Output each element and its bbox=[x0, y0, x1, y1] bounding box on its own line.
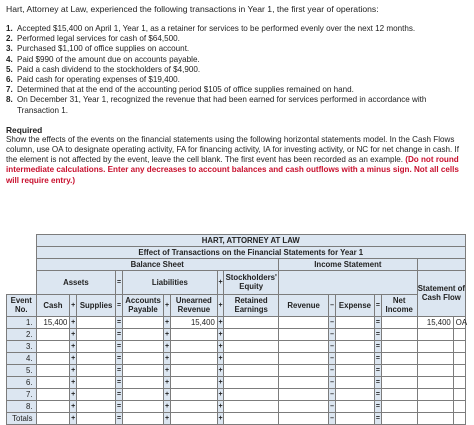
horizontal-statements-model bbox=[6, 234, 466, 425]
problem-text bbox=[6, 4, 470, 186]
table-row bbox=[7, 329, 466, 341]
statement-cash-flow-header: Statement of Cash Flow bbox=[417, 271, 465, 317]
event-number: 1. bbox=[7, 317, 37, 329]
net-income-cell[interactable] bbox=[381, 353, 417, 365]
net-income-header: Net Income bbox=[381, 295, 417, 317]
supplies-cell[interactable] bbox=[76, 365, 115, 377]
minus-sign: – bbox=[329, 377, 336, 389]
transaction-text: Paid $990 of the amount due on accounts payable. bbox=[17, 54, 200, 64]
required-note: (Do not round intermediate calculations. Enter any decreases to account balances and cash outflows with a minus sign. Not all cells will require entry.) bbox=[6, 155, 459, 185]
unearned-revenue-cell[interactable] bbox=[170, 413, 217, 425]
equals-sign: = bbox=[116, 329, 123, 341]
plus-sign: + bbox=[217, 271, 224, 295]
plus-sign: + bbox=[70, 389, 77, 401]
cash-flow-amount-cell[interactable] bbox=[417, 377, 453, 389]
minus-sign: – bbox=[329, 329, 336, 341]
transaction-text: Paid a cash dividend to the stockholders of $4,900. bbox=[17, 64, 201, 74]
event-number: Totals bbox=[7, 413, 37, 425]
transaction-item bbox=[6, 24, 470, 34]
table-row bbox=[7, 341, 466, 353]
unearned-revenue-cell[interactable] bbox=[170, 341, 217, 353]
table-row bbox=[7, 365, 466, 377]
cash-flow-type-cell[interactable] bbox=[453, 341, 465, 353]
transaction-text: Purchased $1,100 of office supplies on account. bbox=[17, 44, 190, 54]
plus-sign: + bbox=[70, 353, 77, 365]
plus-sign: + bbox=[70, 365, 77, 377]
transaction-item bbox=[6, 65, 470, 75]
blank-header bbox=[417, 259, 465, 271]
equals-sign: = bbox=[116, 353, 123, 365]
plus-sign: + bbox=[164, 295, 171, 317]
corner-blank bbox=[7, 271, 37, 295]
supplies-cell[interactable] bbox=[76, 353, 115, 365]
cash-flow-amount-cell[interactable]: 15,400 bbox=[417, 317, 453, 329]
unearned-revenue-cell[interactable] bbox=[170, 401, 217, 413]
cash-flow-type-cell[interactable] bbox=[453, 401, 465, 413]
transaction-number: 8. bbox=[6, 95, 13, 105]
accounts-payable-cell[interactable] bbox=[122, 377, 164, 389]
revenue-cell[interactable] bbox=[279, 341, 329, 353]
equals-sign: = bbox=[375, 389, 382, 401]
event-number: 3. bbox=[7, 341, 37, 353]
plus-sign: + bbox=[70, 401, 77, 413]
plus-sign: + bbox=[217, 329, 224, 341]
accounts-payable-cell[interactable] bbox=[122, 353, 164, 365]
revenue-cell[interactable] bbox=[279, 365, 329, 377]
minus-sign: – bbox=[329, 413, 336, 425]
plus-sign: + bbox=[217, 341, 224, 353]
revenue-cell[interactable] bbox=[279, 329, 329, 341]
income-statement-top-blank bbox=[279, 271, 418, 295]
retained-earnings-header: Retained Earnings bbox=[224, 295, 279, 317]
accounts-payable-cell[interactable] bbox=[122, 317, 164, 329]
cash-cell[interactable] bbox=[36, 377, 70, 389]
retained-earnings-cell[interactable] bbox=[224, 353, 279, 365]
table-row bbox=[7, 353, 466, 365]
plus-sign: + bbox=[164, 317, 171, 329]
cash-cell[interactable] bbox=[36, 365, 70, 377]
unearned-revenue-cell[interactable] bbox=[170, 329, 217, 341]
transaction-number: 1. bbox=[6, 24, 13, 33]
equals-sign: = bbox=[375, 401, 382, 413]
equals-sign: = bbox=[116, 271, 123, 295]
plus-sign: + bbox=[217, 295, 224, 317]
unearned-revenue-cell[interactable]: 15,400 bbox=[170, 317, 217, 329]
transaction-text: Accepted $15,400 on April 1, Year 1, as a retainer for services to be performed evenly over the next 12 months. bbox=[17, 24, 416, 33]
equals-sign: = bbox=[116, 365, 123, 377]
expense-cell[interactable] bbox=[335, 365, 374, 377]
cash-cell[interactable] bbox=[36, 353, 70, 365]
retained-earnings-cell[interactable] bbox=[224, 401, 279, 413]
equals-sign: = bbox=[375, 377, 382, 389]
minus-sign: – bbox=[329, 389, 336, 401]
expense-cell[interactable] bbox=[335, 401, 374, 413]
event-number: 8. bbox=[7, 401, 37, 413]
minus-sign: – bbox=[329, 341, 336, 353]
cash-flow-amount-cell[interactable] bbox=[417, 365, 453, 377]
minus-sign: – bbox=[329, 401, 336, 413]
plus-sign: + bbox=[217, 365, 224, 377]
equals-sign: = bbox=[375, 329, 382, 341]
net-income-cell[interactable] bbox=[381, 377, 417, 389]
equals-sign: = bbox=[375, 365, 382, 377]
corner-blank bbox=[7, 259, 37, 271]
retained-earnings-cell[interactable] bbox=[224, 341, 279, 353]
transaction-text: Performed legal services for cash of $64,500. bbox=[17, 34, 180, 44]
revenue-cell[interactable] bbox=[279, 413, 329, 425]
liabilities-header: Liabilities bbox=[122, 271, 217, 295]
plus-sign: + bbox=[217, 317, 224, 329]
equals-sign: = bbox=[116, 389, 123, 401]
net-income-cell[interactable] bbox=[381, 317, 417, 329]
cash-flow-amount-cell[interactable] bbox=[417, 329, 453, 341]
retained-earnings-cell[interactable] bbox=[224, 377, 279, 389]
equals-sign: = bbox=[116, 295, 123, 317]
table-row bbox=[7, 413, 466, 425]
expense-cell[interactable] bbox=[335, 389, 374, 401]
table-title: Effect of Transactions on the Financial Statements for Year 1 bbox=[36, 247, 466, 259]
retained-earnings-cell[interactable] bbox=[224, 329, 279, 341]
plus-sign: + bbox=[164, 329, 171, 341]
event-number: 5. bbox=[7, 365, 37, 377]
unearned-revenue-cell[interactable] bbox=[170, 389, 217, 401]
equals-sign: = bbox=[116, 413, 123, 425]
revenue-cell[interactable] bbox=[279, 317, 329, 329]
equals-sign: = bbox=[375, 295, 382, 317]
revenue-cell[interactable] bbox=[279, 377, 329, 389]
plus-sign: + bbox=[164, 389, 171, 401]
accounts-payable-cell[interactable] bbox=[122, 329, 164, 341]
unearned-revenue-header: Unearned Revenue bbox=[170, 295, 217, 317]
revenue-header: Revenue bbox=[279, 295, 329, 317]
revenue-cell[interactable] bbox=[279, 389, 329, 401]
minus-sign: – bbox=[329, 317, 336, 329]
equals-sign: = bbox=[116, 317, 123, 329]
plus-sign: + bbox=[70, 413, 77, 425]
event-number: 2. bbox=[7, 329, 37, 341]
transaction-number: 5. bbox=[6, 64, 13, 74]
cash-flow-amount-cell[interactable] bbox=[417, 413, 453, 425]
cash-cell[interactable] bbox=[36, 341, 70, 353]
table-row bbox=[7, 317, 466, 329]
supplies-cell[interactable] bbox=[76, 377, 115, 389]
balance-sheet-header: Balance Sheet bbox=[36, 259, 279, 271]
cash-flow-type-cell[interactable] bbox=[453, 353, 465, 365]
corner-blank bbox=[7, 247, 37, 259]
plus-sign: + bbox=[217, 401, 224, 413]
plus-sign: + bbox=[164, 341, 171, 353]
cash-flow-type-cell[interactable] bbox=[453, 389, 465, 401]
stockholders-equity-header: Stockholders' Equity bbox=[224, 271, 279, 295]
net-income-cell[interactable] bbox=[381, 329, 417, 341]
event-number: 6. bbox=[7, 377, 37, 389]
accounts-payable-cell[interactable] bbox=[122, 389, 164, 401]
retained-earnings-cell[interactable] bbox=[224, 389, 279, 401]
accounts-payable-cell[interactable] bbox=[122, 401, 164, 413]
table-row bbox=[7, 377, 466, 389]
transaction-number: 4. bbox=[6, 54, 13, 64]
cash-cell[interactable] bbox=[36, 401, 70, 413]
supplies-cell[interactable] bbox=[76, 401, 115, 413]
retained-earnings-cell[interactable] bbox=[224, 413, 279, 425]
transaction-number: 3. bbox=[6, 44, 13, 54]
net-income-cell[interactable] bbox=[381, 413, 417, 425]
transaction-item bbox=[6, 95, 470, 115]
supplies-cell[interactable] bbox=[76, 317, 115, 329]
unearned-revenue-cell[interactable] bbox=[170, 365, 217, 377]
equals-sign: = bbox=[116, 341, 123, 353]
transaction-list bbox=[6, 24, 470, 116]
transaction-number: 7. bbox=[6, 85, 13, 95]
expense-header: Expense bbox=[335, 295, 374, 317]
cash-cell[interactable] bbox=[36, 413, 70, 425]
plus-sign: + bbox=[217, 413, 224, 425]
cash-flow-amount-cell[interactable] bbox=[417, 341, 453, 353]
plus-sign: + bbox=[70, 341, 77, 353]
supplies-cell[interactable] bbox=[76, 389, 115, 401]
plus-sign: + bbox=[70, 295, 77, 317]
cash-header: Cash bbox=[36, 295, 70, 317]
equals-sign: = bbox=[375, 341, 382, 353]
required-body bbox=[6, 135, 470, 186]
cash-flow-type-cell[interactable] bbox=[453, 413, 465, 425]
transaction-text: Paid cash for operating expenses of $19,400. bbox=[17, 75, 180, 85]
plus-sign: + bbox=[217, 353, 224, 365]
plus-sign: + bbox=[70, 329, 77, 341]
plus-sign: + bbox=[217, 389, 224, 401]
cash-flow-amount-cell[interactable] bbox=[417, 389, 453, 401]
required-instructions: Show the effects of the events on the financial statements using the following horizontal statements model. In the Cash Flows column, use OA to designate operating activity, FA for financing activity, IA for investing activity, or NC for net change in cash. If the element is not affected by the event, leave the cell blank. The first event has been recorded as an example. bbox=[6, 134, 460, 165]
assets-header: Assets bbox=[36, 271, 116, 295]
plus-sign: + bbox=[164, 413, 171, 425]
net-income-cell[interactable] bbox=[381, 401, 417, 413]
table-row bbox=[7, 389, 466, 401]
cash-cell[interactable]: 15,400 bbox=[36, 317, 70, 329]
accounts-payable-cell[interactable] bbox=[122, 413, 164, 425]
cash-flow-amount-cell[interactable] bbox=[417, 353, 453, 365]
event-no-header: Event No. bbox=[7, 295, 37, 317]
cash-flow-type-cell[interactable] bbox=[453, 377, 465, 389]
expense-cell[interactable] bbox=[335, 329, 374, 341]
equals-sign: = bbox=[375, 317, 382, 329]
expense-cell[interactable] bbox=[335, 341, 374, 353]
retained-earnings-cell[interactable] bbox=[224, 317, 279, 329]
transaction-number: 6. bbox=[6, 75, 13, 85]
plus-sign: + bbox=[164, 365, 171, 377]
supplies-cell[interactable] bbox=[76, 329, 115, 341]
equals-sign: = bbox=[116, 401, 123, 413]
cash-cell[interactable] bbox=[36, 329, 70, 341]
cash-flow-amount-cell[interactable] bbox=[417, 401, 453, 413]
accounts-payable-cell[interactable] bbox=[122, 365, 164, 377]
cash-cell[interactable] bbox=[36, 389, 70, 401]
transaction-text: On December 31, Year 1, recognized the revenue that had been earned for services performed in accordance with Transaction 1. bbox=[17, 95, 427, 115]
required-heading: Required bbox=[6, 124, 43, 135]
event-number: 7. bbox=[7, 389, 37, 401]
event-number: 4. bbox=[7, 353, 37, 365]
cash-flow-type-cell[interactable] bbox=[453, 365, 465, 377]
expense-cell[interactable] bbox=[335, 413, 374, 425]
equals-sign: = bbox=[375, 413, 382, 425]
expense-cell[interactable] bbox=[335, 353, 374, 365]
plus-sign: + bbox=[164, 377, 171, 389]
minus-sign: – bbox=[329, 365, 336, 377]
supplies-cell[interactable] bbox=[76, 341, 115, 353]
transaction-item bbox=[6, 34, 470, 44]
transaction-item bbox=[6, 75, 470, 85]
plus-sign: + bbox=[217, 377, 224, 389]
income-statement-header: Income Statement bbox=[279, 259, 418, 271]
net-income-cell[interactable] bbox=[381, 341, 417, 353]
corner-blank bbox=[7, 235, 37, 247]
plus-sign: + bbox=[164, 353, 171, 365]
cash-flow-type-cell[interactable]: OA bbox=[453, 317, 465, 329]
unearned-revenue-cell[interactable] bbox=[170, 377, 217, 389]
minus-sign: – bbox=[329, 353, 336, 365]
transaction-item bbox=[6, 85, 470, 95]
transaction-number: 2. bbox=[6, 34, 13, 44]
unearned-revenue-cell[interactable] bbox=[170, 353, 217, 365]
accounts-payable-cell[interactable] bbox=[122, 341, 164, 353]
transaction-text: Determined that at the end of the accounting period $105 of office supplies remained on hand. bbox=[17, 85, 354, 95]
plus-sign: + bbox=[70, 377, 77, 389]
revenue-cell[interactable] bbox=[279, 353, 329, 365]
transaction-item bbox=[6, 55, 470, 65]
transaction-item bbox=[6, 44, 470, 54]
net-income-cell[interactable] bbox=[381, 389, 417, 401]
expense-cell[interactable] bbox=[335, 317, 374, 329]
net-income-cell[interactable] bbox=[381, 365, 417, 377]
table-row bbox=[7, 401, 466, 413]
revenue-cell[interactable] bbox=[279, 401, 329, 413]
supplies-header: Supplies bbox=[76, 295, 115, 317]
retained-earnings-cell[interactable] bbox=[224, 365, 279, 377]
company-name: HART, ATTORNEY AT LAW bbox=[36, 235, 466, 247]
plus-sign: + bbox=[70, 317, 77, 329]
supplies-cell[interactable] bbox=[76, 413, 115, 425]
minus-sign: – bbox=[329, 295, 336, 317]
equals-sign: = bbox=[116, 377, 123, 389]
intro-text: Hart, Attorney at Law, experienced the following transactions in Year 1, the first year of operations: bbox=[6, 4, 379, 14]
accounts-payable-header: Accounts Payable bbox=[122, 295, 164, 317]
cash-flow-type-cell[interactable] bbox=[453, 329, 465, 341]
plus-sign: + bbox=[164, 401, 171, 413]
expense-cell[interactable] bbox=[335, 377, 374, 389]
equals-sign: = bbox=[375, 353, 382, 365]
